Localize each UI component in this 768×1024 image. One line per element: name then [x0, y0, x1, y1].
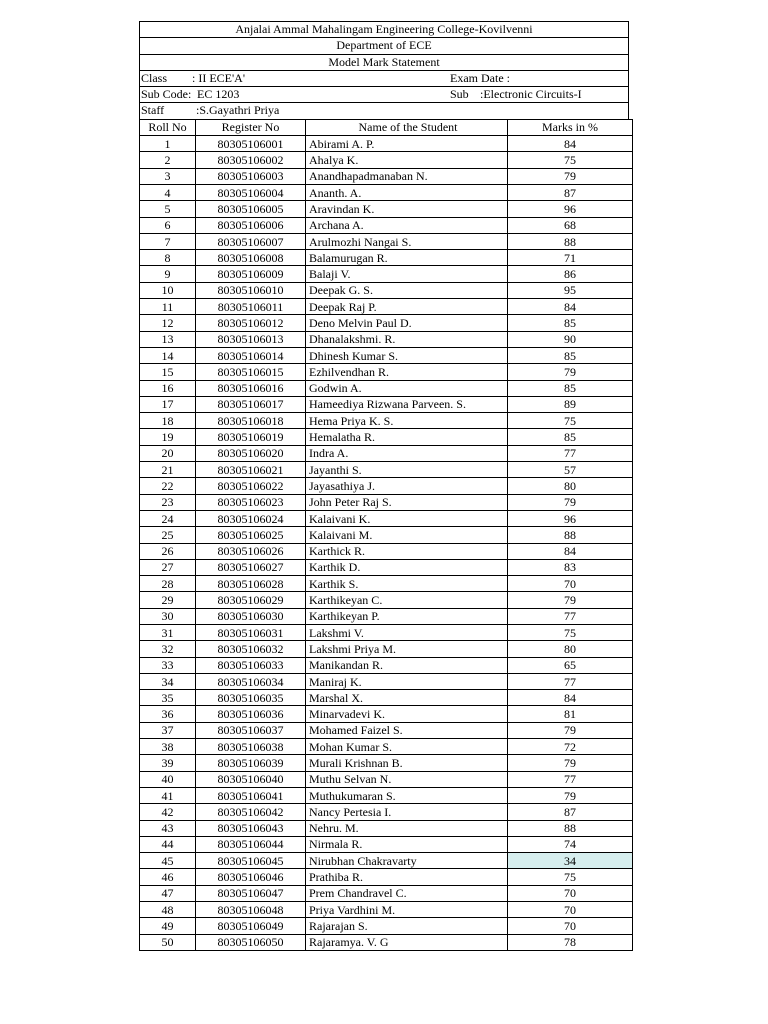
table-row — [140, 706, 633, 722]
name-cell: Abirami A. P. — [306, 136, 508, 152]
marks-cell: 85 — [508, 315, 633, 331]
roll-cell: 15 — [140, 364, 196, 380]
register-cell: 80305106036 — [196, 706, 306, 722]
table-row — [140, 722, 633, 738]
name-cell: Deno Melvin Paul D. — [306, 315, 508, 331]
table-row — [140, 250, 633, 266]
roll-cell: 8 — [140, 250, 196, 266]
roll-cell: 46 — [140, 869, 196, 885]
roll-cell: 36 — [140, 706, 196, 722]
marks-cell: 96 — [508, 510, 633, 526]
staff-label: Staff — [141, 103, 165, 118]
register-cell: 80305106023 — [196, 494, 306, 510]
roll-cell: 25 — [140, 527, 196, 543]
register-cell: 80305106010 — [196, 282, 306, 298]
roll-cell: 3 — [140, 168, 196, 184]
register-cell: 80305106017 — [196, 396, 306, 412]
name-cell: Arulmozhi Nangai S. — [306, 233, 508, 249]
register-cell: 80305106008 — [196, 250, 306, 266]
register-cell: 80305106020 — [196, 445, 306, 461]
marks-cell: 83 — [508, 559, 633, 575]
roll-cell: 24 — [140, 510, 196, 526]
name-cell: Prathiba R. — [306, 869, 508, 885]
register-cell: 80305106012 — [196, 315, 306, 331]
register-cell: 80305106035 — [196, 690, 306, 706]
table-row — [140, 282, 633, 298]
marks-cell: 79 — [508, 494, 633, 510]
marks-cell: 84 — [508, 690, 633, 706]
marks-cell: 79 — [508, 755, 633, 771]
register-cell: 80305106031 — [196, 624, 306, 640]
marks-cell: 78 — [508, 934, 633, 950]
register-cell: 80305106011 — [196, 299, 306, 315]
class-label: Class — [141, 70, 168, 85]
name-cell: Archana A. — [306, 217, 508, 233]
marks-cell: 72 — [508, 739, 633, 755]
marks-cell: 88 — [508, 527, 633, 543]
table-row — [140, 510, 633, 526]
roll-cell: 37 — [140, 722, 196, 738]
register-cell: 80305106047 — [196, 885, 306, 901]
roll-cell: 32 — [140, 641, 196, 657]
register-cell: 80305106002 — [196, 152, 306, 168]
register-cell: 80305106048 — [196, 902, 306, 918]
roll-cell: 23 — [140, 494, 196, 510]
roll-cell: 35 — [140, 690, 196, 706]
roll-cell: 42 — [140, 804, 196, 820]
name-cell: Prem Chandravel C. — [306, 885, 508, 901]
table-row — [140, 462, 633, 478]
col-marks: Marks in % — [508, 119, 633, 135]
roll-cell: 2 — [140, 152, 196, 168]
roll-cell: 20 — [140, 445, 196, 461]
marks-cell: 90 — [508, 331, 633, 347]
table-row — [140, 527, 633, 543]
table-row — [140, 755, 633, 771]
register-cell: 80305106041 — [196, 787, 306, 803]
marks-cell: 77 — [508, 771, 633, 787]
marks-cell: 70 — [508, 885, 633, 901]
roll-cell: 41 — [140, 787, 196, 803]
register-cell: 80305106009 — [196, 266, 306, 282]
roll-cell: 14 — [140, 347, 196, 363]
register-cell: 80305106006 — [196, 217, 306, 233]
table-row — [140, 902, 633, 918]
register-cell: 80305106034 — [196, 673, 306, 689]
marks-cell: 77 — [508, 673, 633, 689]
roll-cell: 1 — [140, 136, 196, 152]
register-cell: 80305106016 — [196, 380, 306, 396]
marks-cell: 57 — [508, 462, 633, 478]
roll-cell: 31 — [140, 624, 196, 640]
register-cell: 80305106028 — [196, 576, 306, 592]
staff-value: :S.Gayathri Priya — [196, 103, 280, 118]
register-cell: 80305106014 — [196, 347, 306, 363]
register-cell: 80305106030 — [196, 608, 306, 624]
roll-cell: 47 — [140, 885, 196, 901]
statement-title: Model Mark Statement — [139, 54, 629, 70]
name-cell: Murali Krishnan B. — [306, 755, 508, 771]
marks-cell: 88 — [508, 233, 633, 249]
table-row — [140, 429, 633, 445]
roll-cell: 18 — [140, 413, 196, 429]
table-row — [140, 576, 633, 592]
table-row — [140, 739, 633, 755]
table-row — [140, 918, 633, 934]
marks-cell: 79 — [508, 787, 633, 803]
roll-cell: 29 — [140, 592, 196, 608]
register-cell: 80305106022 — [196, 478, 306, 494]
name-cell: Nancy Pertesia I. — [306, 804, 508, 820]
exam-date-label: Exam Date : — [450, 70, 510, 85]
register-cell: 80305106044 — [196, 836, 306, 852]
register-cell: 80305106050 — [196, 934, 306, 950]
table-row — [140, 266, 633, 282]
table-row — [140, 380, 633, 396]
register-cell: 80305106046 — [196, 869, 306, 885]
college-title: Anjalai Ammal Mahalingam Engineering College-Kovilvenni — [139, 21, 629, 37]
register-cell: 80305106049 — [196, 918, 306, 934]
marks-cell: 79 — [508, 722, 633, 738]
marks-table-body — [140, 136, 633, 951]
table-row — [140, 201, 633, 217]
mark-statement-sheet — [139, 21, 629, 951]
name-cell: Ananth. A. — [306, 184, 508, 200]
roll-cell: 30 — [140, 608, 196, 624]
marks-cell: 86 — [508, 266, 633, 282]
table-row — [140, 233, 633, 249]
name-cell: Dhanalakshmi. R. — [306, 331, 508, 347]
subject-label: Sub — [450, 87, 469, 102]
marks-cell: 85 — [508, 347, 633, 363]
register-cell: 80305106042 — [196, 804, 306, 820]
name-cell: Karthikeyan C. — [306, 592, 508, 608]
name-cell: Jayanthi S. — [306, 462, 508, 478]
name-cell: Godwin A. — [306, 380, 508, 396]
table-row — [140, 445, 633, 461]
marks-cell: 79 — [508, 592, 633, 608]
marks-cell: 85 — [508, 429, 633, 445]
marks-cell: 77 — [508, 608, 633, 624]
marks-cell: 77 — [508, 445, 633, 461]
col-roll-no: Roll No — [140, 119, 196, 135]
marks-cell: 75 — [508, 152, 633, 168]
name-cell: Dhinesh Kumar S. — [306, 347, 508, 363]
name-cell: Karthik S. — [306, 576, 508, 592]
table-row — [140, 657, 633, 673]
roll-cell: 10 — [140, 282, 196, 298]
roll-cell: 4 — [140, 184, 196, 200]
roll-cell: 43 — [140, 820, 196, 836]
table-row — [140, 641, 633, 657]
table-row — [140, 168, 633, 184]
table-row — [140, 853, 633, 869]
marks-cell: 34 — [508, 853, 633, 869]
name-cell: Rajarajan S. — [306, 918, 508, 934]
marks-cell: 68 — [508, 217, 633, 233]
table-row — [140, 494, 633, 510]
roll-cell: 28 — [140, 576, 196, 592]
name-cell: Jayasathiya J. — [306, 478, 508, 494]
table-row — [140, 217, 633, 233]
name-cell: Lakshmi Priya M. — [306, 641, 508, 657]
name-cell: Rajaramya. V. G — [306, 934, 508, 950]
register-cell: 80305106040 — [196, 771, 306, 787]
marks-cell: 80 — [508, 478, 633, 494]
roll-cell: 5 — [140, 201, 196, 217]
register-cell: 80305106007 — [196, 233, 306, 249]
marks-cell: 95 — [508, 282, 633, 298]
name-cell: Hameediya Rizwana Parveen. S. — [306, 396, 508, 412]
roll-cell: 45 — [140, 853, 196, 869]
marks-table — [139, 119, 633, 951]
table-row — [140, 315, 633, 331]
name-cell: Karthikeyan P. — [306, 608, 508, 624]
subject-value: :Electronic Circuits-I — [480, 87, 582, 102]
marks-cell: 84 — [508, 543, 633, 559]
table-row — [140, 771, 633, 787]
col-register-no: Register No — [196, 119, 306, 135]
table-row — [140, 820, 633, 836]
register-cell: 80305106005 — [196, 201, 306, 217]
marks-cell: 70 — [508, 918, 633, 934]
marks-cell: 75 — [508, 413, 633, 429]
marks-cell: 96 — [508, 201, 633, 217]
table-row — [140, 396, 633, 412]
marks-cell: 87 — [508, 184, 633, 200]
col-student-name: Name of the Student — [306, 119, 508, 135]
table-row — [140, 592, 633, 608]
table-row — [140, 559, 633, 575]
name-cell: Nirmala R. — [306, 836, 508, 852]
register-cell: 80305106024 — [196, 510, 306, 526]
name-cell: Balamurugan R. — [306, 250, 508, 266]
name-cell: Aravindan K. — [306, 201, 508, 217]
name-cell: Priya Vardhini M. — [306, 902, 508, 918]
roll-cell: 13 — [140, 331, 196, 347]
name-cell: Nirubhan Chakravarty — [306, 853, 508, 869]
register-cell: 80305106043 — [196, 820, 306, 836]
name-cell: Minarvadevi K. — [306, 706, 508, 722]
register-cell: 80305106004 — [196, 184, 306, 200]
roll-cell: 7 — [140, 233, 196, 249]
table-row — [140, 136, 633, 152]
name-cell: Muthukumaran S. — [306, 787, 508, 803]
roll-cell: 19 — [140, 429, 196, 445]
marks-cell: 84 — [508, 299, 633, 315]
register-cell: 80305106018 — [196, 413, 306, 429]
register-cell: 80305106039 — [196, 755, 306, 771]
marks-cell: 80 — [508, 641, 633, 657]
class-value: : II ECE'A' — [192, 70, 245, 85]
name-cell: Deepak G. S. — [306, 282, 508, 298]
table-row — [140, 673, 633, 689]
name-cell: Muthu Selvan N. — [306, 771, 508, 787]
register-cell: 80305106029 — [196, 592, 306, 608]
roll-cell: 11 — [140, 299, 196, 315]
name-cell: Ahalya K. — [306, 152, 508, 168]
table-row — [140, 608, 633, 624]
name-cell: Maniraj K. — [306, 673, 508, 689]
name-cell: Ezhilvendhan R. — [306, 364, 508, 380]
name-cell: Indra A. — [306, 445, 508, 461]
register-cell: 80305106013 — [196, 331, 306, 347]
marks-cell: 85 — [508, 380, 633, 396]
name-cell: Lakshmi V. — [306, 624, 508, 640]
roll-cell: 39 — [140, 755, 196, 771]
table-row — [140, 478, 633, 494]
roll-cell: 16 — [140, 380, 196, 396]
name-cell: Manikandan R. — [306, 657, 508, 673]
register-cell: 80305106021 — [196, 462, 306, 478]
table-row — [140, 152, 633, 168]
roll-cell: 26 — [140, 543, 196, 559]
name-cell: Nehru. M. — [306, 820, 508, 836]
roll-cell: 21 — [140, 462, 196, 478]
marks-cell: 74 — [508, 836, 633, 852]
roll-cell: 49 — [140, 918, 196, 934]
table-row — [140, 787, 633, 803]
department-title: Department of ECE — [139, 37, 629, 53]
marks-cell: 75 — [508, 869, 633, 885]
roll-cell: 17 — [140, 396, 196, 412]
register-cell: 80305106015 — [196, 364, 306, 380]
marks-cell: 71 — [508, 250, 633, 266]
name-cell: Anandhapadmanaban N. — [306, 168, 508, 184]
table-row — [140, 364, 633, 380]
marks-cell: 79 — [508, 168, 633, 184]
roll-cell: 12 — [140, 315, 196, 331]
table-row — [140, 885, 633, 901]
marks-cell: 70 — [508, 576, 633, 592]
table-row — [140, 299, 633, 315]
register-cell: 80305106025 — [196, 527, 306, 543]
register-cell: 80305106032 — [196, 641, 306, 657]
sub-code-label: Sub Code: — [141, 87, 192, 102]
name-cell: Hemalatha R. — [306, 429, 508, 445]
register-cell: 80305106037 — [196, 722, 306, 738]
table-row — [140, 624, 633, 640]
marks-cell: 88 — [508, 820, 633, 836]
register-cell: 80305106001 — [196, 136, 306, 152]
name-cell: Marshal X. — [306, 690, 508, 706]
name-cell: John Peter Raj S. — [306, 494, 508, 510]
staff-row — [139, 102, 629, 118]
register-cell: 80305106027 — [196, 559, 306, 575]
table-row — [140, 413, 633, 429]
table-row — [140, 804, 633, 820]
name-cell: Karthick R. — [306, 543, 508, 559]
table-row — [140, 543, 633, 559]
marks-cell: 65 — [508, 657, 633, 673]
table-row — [140, 690, 633, 706]
roll-cell: 33 — [140, 657, 196, 673]
register-cell: 80305106026 — [196, 543, 306, 559]
name-cell: Karthik D. — [306, 559, 508, 575]
roll-cell: 22 — [140, 478, 196, 494]
register-cell: 80305106045 — [196, 853, 306, 869]
roll-cell: 9 — [140, 266, 196, 282]
roll-cell: 50 — [140, 934, 196, 950]
register-cell: 80305106003 — [196, 168, 306, 184]
name-cell: Mohamed Faizel S. — [306, 722, 508, 738]
register-cell: 80305106038 — [196, 739, 306, 755]
name-cell: Hema Priya K. S. — [306, 413, 508, 429]
table-row — [140, 331, 633, 347]
marks-cell: 75 — [508, 624, 633, 640]
marks-cell: 79 — [508, 364, 633, 380]
table-row — [140, 184, 633, 200]
table-row — [140, 836, 633, 852]
register-cell: 80305106019 — [196, 429, 306, 445]
marks-cell: 70 — [508, 902, 633, 918]
roll-cell: 6 — [140, 217, 196, 233]
roll-cell: 34 — [140, 673, 196, 689]
roll-cell: 44 — [140, 836, 196, 852]
roll-cell: 48 — [140, 902, 196, 918]
table-row — [140, 347, 633, 363]
marks-cell: 84 — [508, 136, 633, 152]
table-row — [140, 869, 633, 885]
roll-cell: 27 — [140, 559, 196, 575]
table-header-row — [140, 119, 633, 135]
name-cell: Balaji V. — [306, 266, 508, 282]
register-cell: 80305106033 — [196, 657, 306, 673]
name-cell: Mohan Kumar S. — [306, 739, 508, 755]
table-row — [140, 934, 633, 950]
marks-cell: 81 — [508, 706, 633, 722]
subject-row — [139, 86, 629, 102]
marks-cell: 87 — [508, 804, 633, 820]
sub-code-value: EC 1203 — [197, 87, 240, 102]
class-row — [139, 70, 629, 86]
name-cell: Kalaivani M. — [306, 527, 508, 543]
name-cell: Kalaivani K. — [306, 510, 508, 526]
roll-cell: 38 — [140, 739, 196, 755]
roll-cell: 40 — [140, 771, 196, 787]
name-cell: Deepak Raj P. — [306, 299, 508, 315]
marks-cell: 89 — [508, 396, 633, 412]
